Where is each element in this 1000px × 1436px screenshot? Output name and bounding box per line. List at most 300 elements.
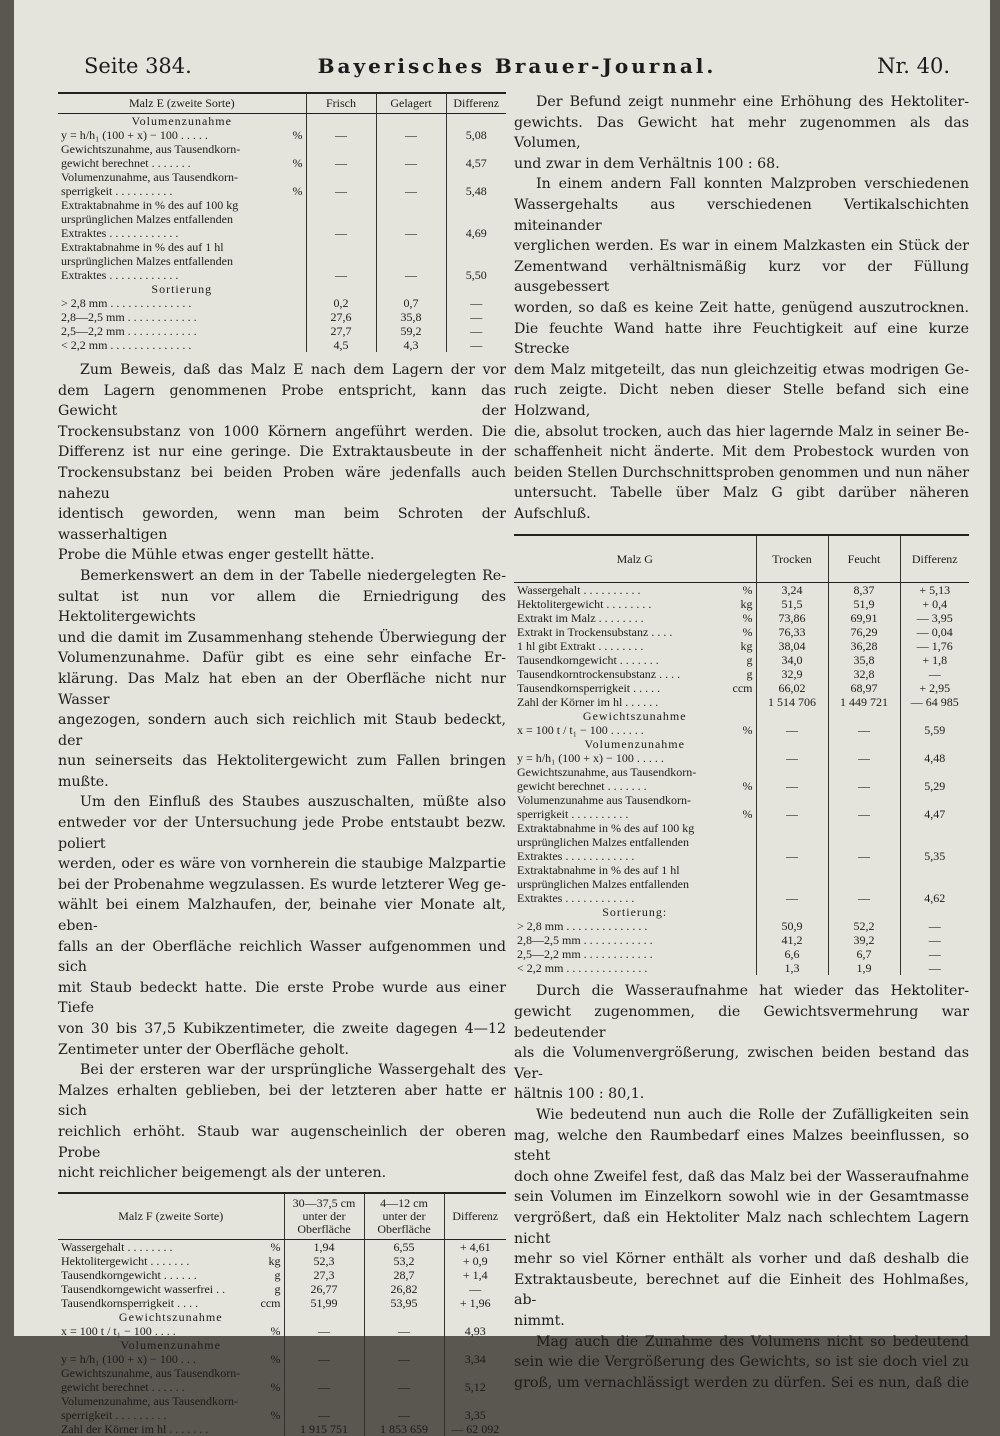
row-label-cell [58,1380,284,1394]
value-cell: 52,3 [284,1254,364,1268]
table-row [58,212,506,226]
row-label: Tausendkorntrockensubstanz . . . . [517,667,681,682]
value-cell: 4,62 [900,891,969,905]
table-section-row [514,905,969,919]
table-section-row [514,737,969,751]
value-cell [306,240,376,254]
row-label-cell [514,653,756,667]
row-label-cell [514,597,756,611]
row-label: Gewichtszunahme, aus Tausendkorn- [61,142,241,156]
value-cell: — [364,1324,444,1338]
value-cell: — [446,310,506,324]
value-cell [284,1394,364,1408]
table-row [514,695,969,709]
text-line: entweder vor der Untersuchung jede Probe entstaubt bezw. poliert [58,815,506,852]
value-cell [376,170,446,184]
column-header: Differenz [446,93,506,114]
empty-cell [828,737,900,751]
section-label: Volumenzunahme [120,1337,221,1352]
column-header: Differenz [900,535,969,583]
text-line: sultat ist nun vor allem die Erniedrigung des Hektolitergewichts [58,588,506,626]
value-cell: 1 514 706 [756,695,828,709]
row-unit [299,142,303,156]
text-line: dem Malz mitgeteilt, das nun gleichzeitig etwas modrigen Ge- [514,361,969,378]
row-label-cell [58,1366,284,1380]
value-cell: — [828,891,900,905]
value-cell: — [828,751,900,765]
text-line: nimmt. [514,1312,565,1329]
value-cell: — [828,779,900,793]
row-label: x = 100 t / t₁ − 100 . . . . . . [517,723,644,738]
right-body-text-bottom [514,981,969,1393]
row-unit: % [742,779,753,794]
row-label: Gewichtszunahme, aus Tausendkorn- [61,1365,241,1380]
row-label-cell [58,240,306,254]
table-row [514,891,969,905]
value-cell: 34,0 [756,653,828,667]
text-line: sein Volumen im Einzelkorn sowohl wie in der Gesamtmasse [514,1189,969,1206]
value-cell: 28,7 [364,1268,444,1282]
row-unit [299,338,303,352]
row-label-cell [58,254,306,268]
row-label-cell [514,681,756,695]
table-row [58,128,506,142]
column-header: Malz G [514,535,756,583]
value-cell [364,1366,444,1380]
value-cell: 1 915 751 [284,1422,364,1436]
page-header [84,54,950,84]
text-line: verglichen werden. Es war in einem Malzkasten ein Stück der [514,238,969,255]
column-header: Malz E (zweite Sorte) [58,93,306,114]
row-label-cell [514,639,756,653]
text-line: untersucht. Tabelle über Malz G gibt darüber näheren [514,485,969,502]
row-unit [749,695,753,709]
value-cell [756,877,828,891]
table-row [58,310,506,324]
value-cell: — [376,226,446,240]
table-row [514,807,969,821]
text-line: Wie bedeutend nun auch die Rolle der Zufälligkeiten sein [536,1107,969,1124]
value-cell: — [756,891,828,905]
value-cell: — 3,95 [900,611,969,625]
table-malz-e [58,92,506,352]
empty-cell [444,1310,506,1324]
table-row [514,779,969,793]
row-label-cell [514,667,756,681]
value-cell [900,863,969,877]
value-cell: — [364,1352,444,1366]
empty-cell [284,1310,364,1324]
value-cell: 4,3 [376,338,446,352]
empty-cell [756,709,828,723]
row-label-cell [58,1296,284,1310]
value-cell: — [900,961,969,975]
table-row [58,338,506,352]
row-label: Tausendkornsperrigkeit . . . . . [517,681,661,696]
text-line: die, absolut trocken, auch das hier lagernde Malz in seiner Be- [514,423,969,440]
text-line: klärung. Das Malz hat eben an der Oberfläche nicht nur Wasser [58,670,506,708]
value-cell [306,254,376,268]
value-cell: — 64 985 [900,695,969,709]
row-unit: g [274,1281,281,1296]
row-label: Extraktes . . . . . . . . . . . . [61,226,179,240]
row-unit: % [742,807,753,822]
text-line: Zementwand verhältnismäßig kurz vor der Füllung ausgebessert [514,258,969,296]
value-cell [756,863,828,877]
value-cell: 4,57 [446,156,506,170]
row-unit [749,891,753,905]
empty-cell [444,1338,506,1352]
row-unit [749,947,753,961]
row-unit: ccm [732,681,753,696]
value-cell: — [756,779,828,793]
text-line: Wassergehalts aus verschiedenen Vertikalschichten miteinander [514,196,969,234]
row-unit [299,254,303,268]
row-unit [277,1422,281,1436]
table-row [514,597,969,611]
text-line: Bei der ersteren war der ursprüngliche Wassergehalt des [80,1062,506,1079]
text-line: gewichts. Das Gewicht hat mehr zugenommen als das Volumen, [514,114,969,152]
table-row [514,583,969,598]
row-label-cell [58,170,306,184]
value-cell: 3,24 [756,583,828,598]
value-cell: — [284,1324,364,1338]
row-label: < 2,2 mm . . . . . . . . . . . . . . [517,961,648,976]
table-row [58,1352,506,1366]
row-label-cell [58,324,306,338]
value-cell: — [900,919,969,933]
value-cell: 41,2 [756,933,828,947]
value-cell [828,765,900,779]
value-cell: — [284,1380,364,1394]
value-cell: — [828,723,900,737]
row-unit [299,310,303,324]
value-cell [446,142,506,156]
table-row [58,1408,506,1422]
value-cell: + 4,61 [444,1239,506,1254]
row-label-cell [514,779,756,793]
value-cell: + 5,13 [900,583,969,598]
table-row [514,961,969,975]
column-header: Feucht [828,535,900,583]
table-row [514,653,969,667]
row-label: ursprünglichen Malzes entfallenden [517,835,689,850]
row-unit: g [746,653,753,668]
value-cell [306,142,376,156]
text-line: identisch geworden, wenn man beim Schroten der wasserhaltigen [58,506,506,543]
text-line: Trockensubstanz bei beiden Proben wäre jedenfalls auch nahezu [58,464,506,502]
value-cell: 1,3 [756,961,828,975]
table-row [514,863,969,877]
value-cell: 51,5 [756,597,828,611]
value-cell: 0,2 [306,296,376,310]
text-line: und die damit im Zusammenhang stehende Überwiegung der [58,629,506,646]
value-cell: — [306,128,376,142]
row-label-cell [514,625,756,639]
row-label-cell [514,961,756,975]
table-malz-g [514,534,969,975]
right-column [514,92,969,1393]
row-label-cell [58,1254,284,1268]
value-cell [900,835,969,849]
row-unit [749,863,753,877]
value-cell: — [376,128,446,142]
value-cell: 76,29 [828,625,900,639]
empty-cell [900,737,969,751]
value-cell: 3,35 [444,1408,506,1422]
value-cell [306,198,376,212]
table-row [58,1282,506,1296]
table-row [58,1254,506,1268]
text-line: Zentimeter unter der Oberfläche geholt. [58,1041,350,1058]
table-row [514,835,969,849]
row-unit: g [274,1267,281,1282]
row-unit: % [270,1323,281,1338]
value-cell: — [284,1408,364,1422]
value-cell [900,877,969,891]
row-label-cell [514,611,756,625]
row-unit [299,296,303,310]
text-line: sein wie die Vergrößerung des Gewichts, so ist sie doch viel zu [514,1354,969,1371]
left-body-text [58,360,506,1184]
value-cell: — [364,1408,444,1422]
value-cell: — 62 092 [444,1422,506,1436]
paragraph [58,792,506,1060]
row-label: sperrigkeit . . . . . . . . . [61,1407,167,1422]
text-line: angezogen, sondern auch sich reichlich mit Staub bedeckt, der [58,712,506,749]
row-label-cell [58,1268,284,1282]
table-row [58,1422,506,1436]
table-header-row [58,1193,506,1240]
paragraph [514,981,969,1105]
value-cell: — [828,807,900,821]
value-cell: 5,59 [900,723,969,737]
row-label: Extraktes . . . . . . . . . . . . [517,891,635,906]
paragraph [514,92,969,174]
table-row [514,849,969,863]
text-line: bei der Probenahme wegzulassen. Es wurde letzterer Weg ge- [58,876,506,893]
row-label: Volumenzunahme aus Tausendkorn- [517,793,692,808]
value-cell: 8,37 [828,583,900,598]
row-label: Extraktabnahme in % des auf 1 hl [517,863,680,878]
value-cell [376,240,446,254]
row-label-cell [58,212,306,226]
empty-cell [900,709,969,723]
row-unit: % [270,1407,281,1422]
empty-cell [828,905,900,919]
value-cell: — [376,268,446,282]
row-label-cell [58,310,306,324]
row-label-cell [514,933,756,947]
row-unit [299,268,303,282]
row-unit: % [270,1379,281,1394]
row-label: gewicht berechnet . . . . . . . [61,156,191,170]
column-header: Differenz [444,1193,506,1240]
empty-cell [900,905,969,919]
table-row [58,170,506,184]
column-header: Trocken [756,535,828,583]
row-unit [299,198,303,212]
value-cell [900,793,969,807]
row-label-cell [514,863,756,877]
text-line: Probe die Mühle etwas enger gestellt hätte. [58,547,375,564]
value-cell [446,170,506,184]
row-unit [749,849,753,863]
table-row [58,1366,506,1380]
row-unit [749,751,753,765]
table-row [58,1324,506,1338]
value-cell [376,142,446,156]
row-label: 2,8—2,5 mm . . . . . . . . . . . . [517,933,653,948]
value-cell: 27,7 [306,324,376,338]
paragraph [58,1060,506,1184]
row-label: ursprünglichen Malzes entfallenden [61,254,233,268]
text-line: schaffenheit nicht änderte. Mit dem Probestock wurden von [514,444,969,461]
value-cell: 27,6 [306,310,376,324]
row-label: 1 hl gibt Extrakt . . . . . . . . [517,639,644,654]
value-cell: — [756,807,828,821]
value-cell: 52,2 [828,919,900,933]
text-line: Durch die Wasseraufnahme hat wieder das Hektoliter- [536,983,969,1000]
row-label-cell [514,849,756,863]
value-cell: — [306,156,376,170]
value-cell: 6,6 [756,947,828,961]
text-line: werden, oder es wäre von vornherein die staubige Malzpartie [58,856,506,873]
value-cell: 5,48 [446,184,506,198]
table-row [58,240,506,254]
section-label: Gewichtszunahme [118,1309,223,1324]
row-label-cell [58,1422,284,1436]
value-cell: 1,9 [828,961,900,975]
text-line: In einem andern Fall konnten Malzproben verschiedenen [536,176,969,193]
value-cell [828,835,900,849]
value-cell [444,1366,506,1380]
value-cell: — [444,1282,506,1296]
value-cell: — [364,1380,444,1394]
row-label: Hektolitergewicht . . . . . . . [61,1253,190,1268]
table-row [58,1268,506,1282]
row-label-cell [58,1352,284,1366]
row-label: Volumenzunahme, aus Tausendkorn- [61,1393,239,1408]
empty-cell [284,1338,364,1352]
value-cell: 4,47 [900,807,969,821]
value-cell [376,212,446,226]
empty-cell [446,114,506,129]
section-label: Sortierung: [602,905,668,920]
table-row [514,765,969,779]
text-line: von 30 bis 37,5 Kubikzentimeter, die zweite dagegen 4—12 [58,1021,506,1037]
row-label-cell [514,765,756,779]
table-row [514,821,969,835]
table-row [514,751,969,765]
row-label-cell [514,835,756,849]
text-line: Trockensubstanz von 1000 Körnern angeführt werden. Die [58,423,506,440]
row-label-cell [514,919,756,933]
text-line: Der Befund zeigt nunmehr eine Erhöhung des Hektoliter- [536,94,969,110]
text-line: nicht reichlicher beigemengt als der unteren. [58,1165,387,1182]
table-header-row [514,535,969,583]
value-cell [446,254,506,268]
value-cell: + 0,9 [444,1254,506,1268]
value-cell [756,835,828,849]
value-cell [376,254,446,268]
value-cell: + 1,8 [900,653,969,667]
row-label: 2,8—2,5 mm . . . . . . . . . . . . [61,310,197,324]
table-row [514,625,969,639]
value-cell: 3,34 [444,1352,506,1366]
value-cell: 5,35 [900,849,969,863]
row-label-cell [514,947,756,961]
row-unit [299,212,303,226]
page-number: Seite 384. [84,54,192,78]
value-cell [756,793,828,807]
row-label-cell [58,1408,284,1422]
row-label: 2,5—2,2 mm . . . . . . . . . . . . [61,324,197,338]
table-row [58,156,506,170]
section-label: Gewichtszunahme [582,709,687,724]
text-line: Differenz ist nur eine geringe. Die Extraktausbeute in der [58,444,506,461]
column-header: 30—37,5 cm unter der Oberfläche [284,1193,364,1240]
row-label: Extraktes . . . . . . . . . . . . [61,268,179,282]
text-line: hältnis 100 : 80,1. [514,1086,645,1103]
value-cell: 27,3 [284,1268,364,1282]
row-unit [749,919,753,933]
value-cell: 1,94 [284,1239,364,1254]
section-label: Sortierung [151,282,213,296]
text-line: dem Lagern genommenen Probe entspricht, kann das Gewicht der [58,382,506,420]
row-label-cell [58,296,306,310]
value-cell: 51,9 [828,597,900,611]
row-label: Extrakt im Malz . . . . . . . . [517,611,644,626]
table-row [514,667,969,681]
value-cell [900,765,969,779]
row-unit: kg [740,639,753,654]
row-label-cell [514,751,756,765]
value-cell: — [284,1352,364,1366]
column-header: Frisch [306,93,376,114]
table-section-row [58,1338,506,1352]
value-cell [306,170,376,184]
table-header-row [58,93,506,114]
text-line: Bemerkenswert an dem in der Tabelle niedergelegten Re- [80,567,506,584]
value-cell: 68,97 [828,681,900,695]
row-label: Wassergehalt . . . . . . . . . . [517,583,641,598]
value-cell: + 1,4 [444,1268,506,1282]
row-label: gewicht berechnet . . . . . . [61,1379,185,1394]
table-row [58,142,506,156]
column-header: Malz F (zweite Sorte) [58,1193,284,1240]
empty-cell [446,282,506,296]
value-cell [306,212,376,226]
value-cell: — [446,296,506,310]
row-label-cell [514,793,756,807]
row-label-cell [514,723,756,737]
text-line: mag, welche den Raumbedarf eines Malzes beeinflussen, so steht [514,1127,969,1165]
row-label: y = h/h₁ (100 + x) − 100 . . . . . [61,128,208,142]
row-unit [749,793,753,807]
value-cell: — [376,156,446,170]
value-cell: — [306,226,376,240]
table-row [514,639,969,653]
row-unit: kg [268,1253,281,1268]
value-cell: 59,2 [376,324,446,338]
empty-cell [756,737,828,751]
row-label-cell [58,338,306,352]
table-row [58,1296,506,1310]
text-line: Zum Beweis, daß das Malz E nach dem Lagern der vor [80,362,506,378]
empty-cell [364,1338,444,1352]
value-cell [446,240,506,254]
